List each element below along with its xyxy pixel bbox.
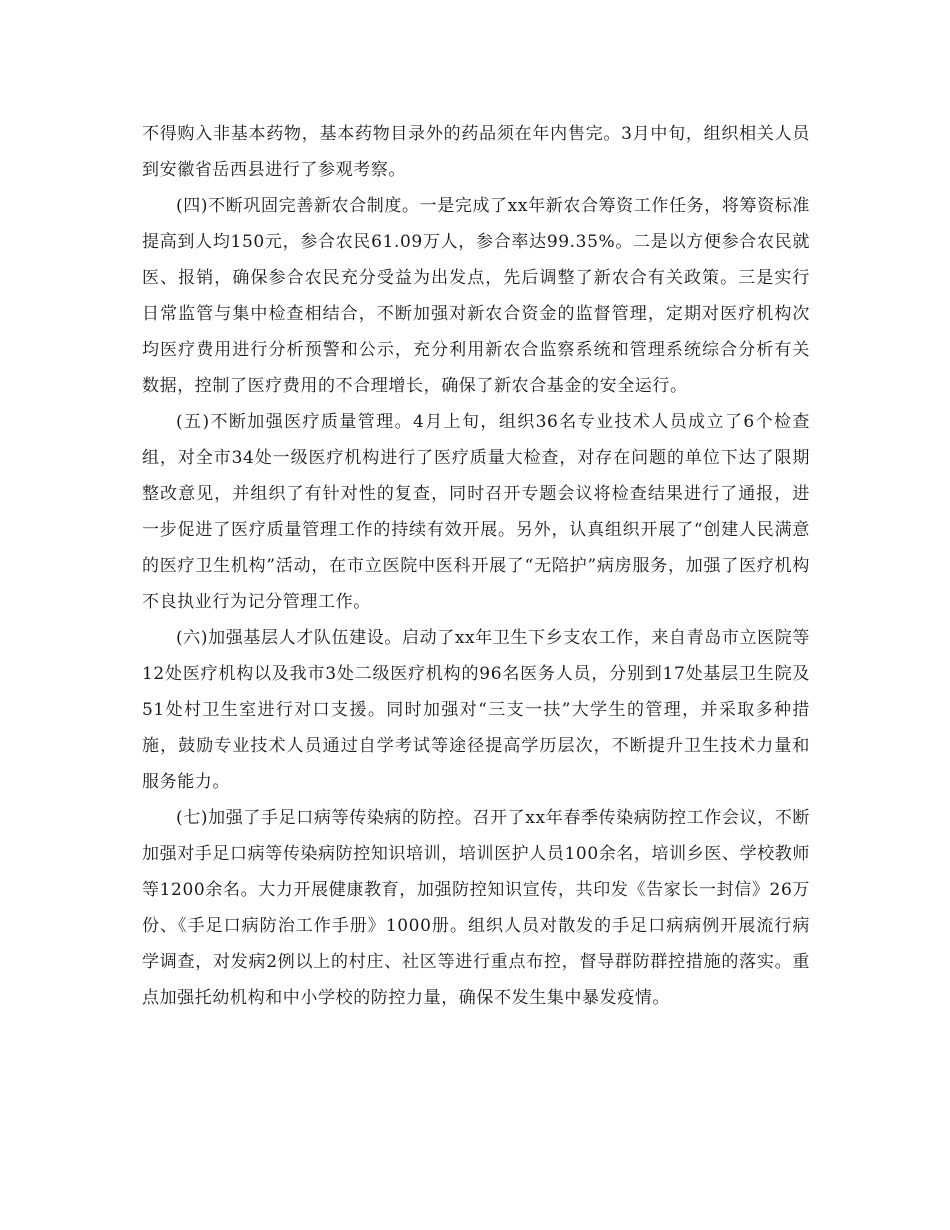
paragraph-section-6: (六)加强基层人才队伍建设。启动了xx年卫生下乡支农工作，来自青岛市立医院等12处医疗机构以及我市3处二级医疗机构的96名医务人员，分别到17处基层卫生院及51处村卫生室进行对口支援。同时加强对“三支一扶”大学生的管理，并采取多种措施，鼓励专业技术人员通过自学考试等途径提高学历层次，不断提升卫生技术力量和服务能力。 xyxy=(142,628,810,792)
paragraph-section-4: (四)不断巩固完善新农合制度。一是完成了xx年新农合筹资工作任务，将筹资标准提高到人均150元，参合农民61.09万人，参合率达99.35%。二是以方便参合农民就医、报销，确保参合农民充分受益为出发点，先后调整了新农合有关政策。三是实行日常监管与集中检查相结合，不断加强对新农合资金的监督管理，定期对医疗机构次均医疗费用进行分析预警和公示，充分利用新农合监察系统和管理系统综合分析有关数据，控制了医疗费用的不合理增长，确保了新农合基金的安全运行。 xyxy=(142,196,810,396)
paragraph-section-7: (七)加强了手足口病等传染病的防控。召开了xx年春季传染病防控工作会议，不断加强对手足口病等传染病防控知识培训，培训医护人员100余名，培训乡医、学校教师等1200余名。大力开展健康教育，加强防控知识宣传，共印发《告家长一封信》26万份、《手足口病防治工作手册》1000册。组织人员对散发的手足口病病例开展流行病学调查，对发病2例以上的村庄、社区等进行重点布控，督导群防群控措施的落实。重点加强托幼机构和中小学校的防控力量，确保不发生集中暴发疫情。 xyxy=(142,808,810,1008)
paragraph-section-5: (五)不断加强医疗质量管理。4月上旬，组织36名专业技术人员成立了6个检查组，对全市34处一级医疗机构进行了医疗质量大检查，对存在问题的单位下达了限期整改意见，并组织了有针对性的复查，同时召开专题会议将检查结果进行了通报，进一步促进了医疗质量管理工作的持续有效开展。另外，认真组织开展了“创建人民满意的医疗卫生机构”活动，在市立医院中医科开展了“无陪护”病房服务，加强了医疗机构不良执业行为记分管理工作。 xyxy=(142,412,810,612)
paragraph-continued: 不得购入非基本药物，基本药物目录外的药品须在年内售完。3月中旬，组织相关人员到安徽省岳西县进行了参观考察。 xyxy=(142,124,810,180)
document-body xyxy=(142,116,810,1016)
